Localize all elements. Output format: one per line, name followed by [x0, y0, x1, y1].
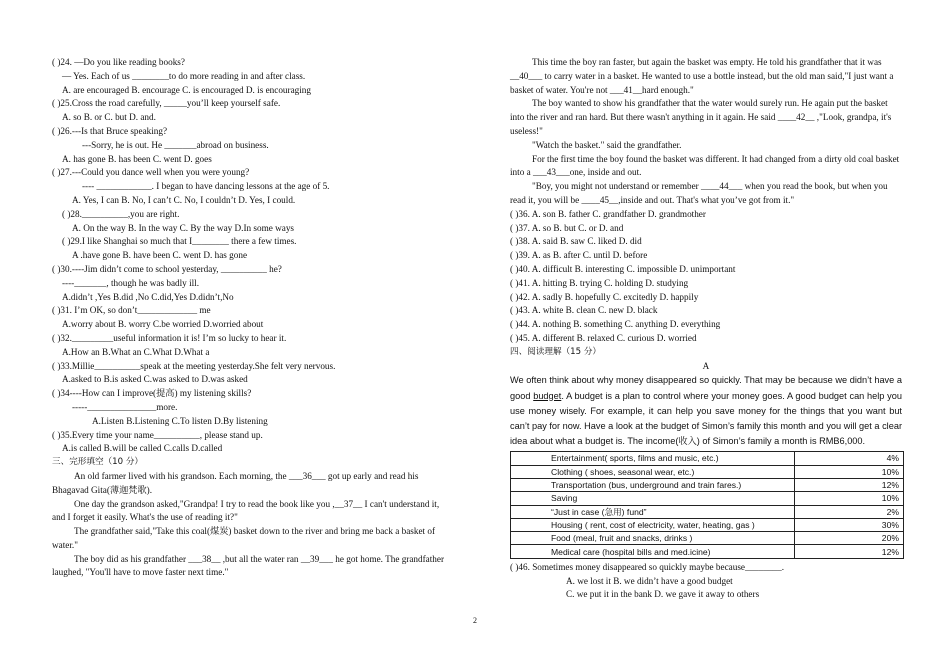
cloze-paragraph-3: The grandfather said,"Take this coal(煤炭) basket down to the river and bring me back a basket of water.": [52, 526, 436, 550]
cloze-option-43: ( )43. A. white B. clean C. new D. black: [510, 305, 658, 316]
budget-percent: 12%: [795, 545, 904, 558]
budget-table: [510, 451, 904, 558]
table-row: [511, 532, 904, 545]
question-24: ( )24. —Do you like reading books?: [52, 57, 185, 67]
cloze-option-38: ( )38. A. said B. saw C. liked D. did: [510, 236, 642, 247]
budget-percent: 10%: [795, 465, 904, 478]
question-27-text: ---- ____________. I began to have dancing lessons at the age of 5.: [82, 181, 330, 192]
cloze-option-37: ( )37. A. so B. but C. or D. and: [510, 222, 624, 233]
table-row: [511, 452, 904, 465]
budget-percent: 20%: [795, 532, 904, 545]
budget-item: Transportation (bus, underground and train fares.): [511, 478, 795, 491]
table-row: [511, 545, 904, 558]
cloze-paragraph-4: The boy did as his grandfather ___38__ ,but all the water ran __39___ he got home. The grandfather laughed, "You'll have to move faster next time.": [52, 553, 445, 578]
table-row: [511, 518, 904, 531]
question-27: ( )27.---Could you dance well when you were young?: [52, 167, 250, 178]
cloze-option-39: ( )39. A. as B. after C. until D. before: [510, 250, 648, 261]
table-row: [511, 505, 904, 518]
cloze-paragraph-2: One day the grandson asked,"Grandpa! I try to read the book like you ,__37__ I can't understand it, and I forget it easily. What's the use of reading it?": [52, 498, 440, 523]
question-34-options: A.Listen B.Listening C.To listen D.By listening: [92, 415, 268, 426]
cloze-option-36: ( )36. A. son B. father C. grandfather D. grandmother: [510, 208, 706, 219]
right-column: [510, 56, 902, 602]
question-30-options: A.didn’t ,Yes B.did ,No C.did,Yes D.didn’t,No: [62, 291, 234, 302]
question-31-options: A.worry about B. worry C.be worried D.worried about: [62, 319, 264, 330]
budget-item: Saving: [511, 492, 795, 505]
budget-item: “Just in case (急用) fund”: [511, 505, 795, 518]
table-row: [511, 478, 904, 491]
question-35: ( )35.Every time your name__________, please stand up.: [52, 429, 263, 440]
question-46-options-cd: C. we put it in the bank D. we gave it away to others: [566, 589, 760, 600]
question-28: ( )28.__________,you are right.: [62, 208, 180, 219]
question-32: ( )32._________useful information it is! I’m so lucky to hear it.: [52, 332, 287, 343]
question-25: ( )25.Cross the road carefully, _____you’ll keep yourself safe.: [52, 98, 281, 109]
cloze-option-40: ( )40. A. difficult B. interesting C. impossible D. unimportant: [510, 263, 736, 274]
question-31: ( )31. I’m OK, so don’t_____________ me: [52, 305, 211, 316]
cloze-option-41: ( )41. A. hitting B. trying C. holding D. studying: [510, 277, 689, 288]
question-24-options: A. are encouraged B. encourage C. is encouraged D. is encouraging: [62, 84, 311, 95]
budget-item: Medical care (hospital bills and med.icine): [511, 545, 795, 558]
question-30-text: ----_______, though he was badly ill.: [62, 277, 200, 288]
question-26-options: A. has gone B. has been C. went D. goes: [62, 153, 212, 164]
passage-a-title: A: [702, 360, 710, 371]
passage-a-text-2: . A budget is a plan to control where your money goes. A good budget can help you use money wisely. For example, it can help you save money for the things that you want but can’t pay for now. Have a look at the budget of Simon’s family this month and you will get a clear idea about what a budget is. The income(收入) of Simon’s family a month is RMB6,000.: [510, 390, 902, 447]
budget-percent: 30%: [795, 518, 904, 531]
question-34-text: -----_______________more.: [72, 401, 178, 412]
budget-percent: 10%: [795, 492, 904, 505]
cloze-paragraph-6: The boy wanted to show his grandfather that the water would surely run. He again put the basket into the river and ran hard. But there wasn't anything in it again. He said ____42__ ,"Look, grandpa, it's useless!": [510, 98, 892, 136]
question-29-options: A .have gone B. have been C. went D. has gone: [72, 250, 248, 261]
budget-percent: 12%: [795, 478, 904, 491]
budget-percent: 2%: [795, 505, 904, 518]
budget-item: Clothing ( shoes, seasonal wear, etc.): [511, 465, 795, 478]
cloze-option-45: ( )45. A. different B. relaxed C. curious D. worried: [510, 332, 697, 343]
budget-item: Food (meal, fruit and snacks, drinks ): [511, 532, 795, 545]
cloze-paragraph-7: "Watch the basket." said the grandfather.: [532, 139, 682, 150]
passage-a-budget-word: budget: [533, 390, 562, 401]
passage-a-text: [510, 373, 902, 449]
page-number: 2: [473, 616, 477, 625]
cloze-paragraph-9: "Boy, you might not understand or remember ____44___ when you read the book, but when you read it, you will be ____45__,inside and out. That's what you’ve got from it.": [510, 181, 888, 205]
table-row: [511, 465, 904, 478]
cloze-paragraph-1: An old farmer lived with his grandson. Each morning, the ___36___ got up early and read his Bhagavad Gita(薄迦梵歌).: [52, 470, 419, 495]
cloze-paragraph-5: This time the boy ran faster, but again the basket was empty. He told his grandfather that it was __40___ to carry water in a basket. He wanted to use a bottle instead, but the old man said,"I just want a basket of water. You're not ___41__hard enough.": [510, 57, 894, 95]
question-35-options: A.is called B.will be called C.calls D.called: [62, 443, 223, 454]
question-29: ( )29.I like Shanghai so much that I________ there a few times.: [62, 236, 297, 247]
question-46: ( )46. Sometimes money disappeared so quickly maybe because________.: [510, 561, 785, 572]
cloze-option-42: ( )42. A. sadly B. hopefully C. excitedly D. happily: [510, 291, 699, 302]
question-46-options-ab: A. we lost it B. we didn’t have a good budget: [566, 575, 733, 586]
question-26: ( )26.---Is that Bruce speaking?: [52, 125, 168, 136]
question-26-text: ---Sorry, he is out. He _______abroad on business.: [82, 139, 269, 150]
left-column: [52, 56, 447, 580]
budget-item: Entertainment( sports, films and music, etc.): [511, 452, 795, 465]
section-4-heading: 四、阅读理解（15 分）: [510, 346, 602, 357]
section-3-heading: 三、完形填空（10 分）: [52, 457, 144, 468]
question-30: ( )30.----Jim didn’t come to school yesterday, __________ he?: [52, 263, 282, 274]
budget-item: Housing ( rent, cost of electricity, water, heating, gas ): [511, 518, 795, 531]
question-33-options: A.asked to B.is asked C.was asked to D.was asked: [62, 374, 248, 385]
question-24-text: — Yes. Each of us ________to do more reading in and after class.: [62, 70, 306, 81]
table-row: [511, 492, 904, 505]
question-25-options: A. so B. or C. but D. and.: [62, 112, 156, 123]
question-32-options: A.How an B.What an C.What D.What a: [62, 346, 210, 357]
passage-a-text-1: We often think about why money disappeared so quickly. That may be because we didn’t have a good: [510, 375, 902, 401]
budget-percent: 4%: [795, 452, 904, 465]
question-34: ( )34----How can I improve(提高) my listening skills?: [52, 388, 252, 399]
question-28-options: A. On the way B. In the way C. By the way D.In some ways: [72, 222, 294, 233]
cloze-paragraph-8: For the first time the boy found the basket was different. It had changed from a dirty old coal basket into a ___43___one, inside and out.: [510, 153, 900, 178]
question-33: ( )33.Millie__________speak at the meeting yesterday.She felt very nervous.: [52, 360, 336, 371]
question-27-options: A. Yes, I can B. No, I can’t C. No, I couldn’t D. Yes, I could.: [72, 194, 296, 205]
cloze-option-44: ( )44. A. nothing B. something C. anything D. everything: [510, 319, 721, 330]
